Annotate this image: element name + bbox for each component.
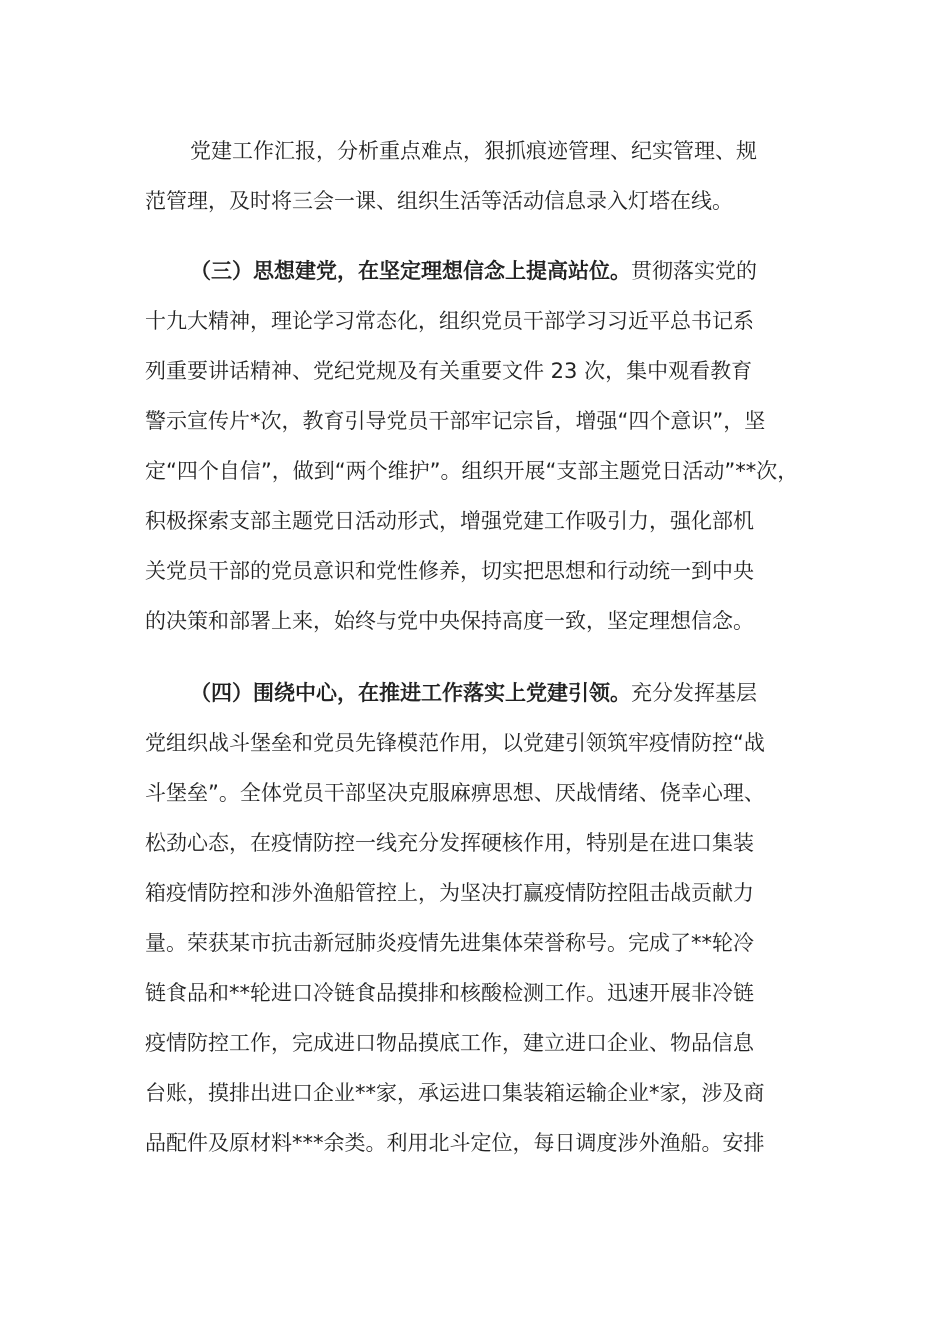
- paragraph-line: 关党员干部的党员意识和党性修养，切实把思想和行动统一到中央: [145, 559, 754, 583]
- paragraph-line: 党建工作汇报，分析重点难点，狠抓痕迹管理、纪实管理、规: [190, 139, 757, 163]
- paragraph-line: 斗堡垒”。全体党员干部坚决克服麻痹思想、厌战情绪、侥幸心理、: [145, 781, 765, 805]
- paragraph-line: 警示宣传片*次，教育引导党员干部牢记宗旨，增强“四个意识”，坚: [145, 409, 766, 433]
- section-heading: （三）思想建党，在坚定理想信念上提高站位。: [190, 259, 631, 283]
- paragraph-line: 量。荣获某市抗击新冠肺炎疫情先进集体荣誉称号。完成了**轮冷: [145, 931, 754, 955]
- paragraph-line: 列重要讲话精神、党纪党规及有关重要文件 23 次，集中观看教育: [145, 359, 753, 383]
- paragraph-line: 品配件及原材料***余类。利用北斗定位，每日调度涉外渔船。安排: [145, 1131, 765, 1155]
- paragraph-line: 党组织战斗堡垒和党员先锋模范作用，以党建引领筑牢疫情防控“战: [145, 731, 765, 755]
- paragraph-text: 贯彻落实党的: [631, 259, 757, 283]
- section-heading: （四）围绕中心，在推进工作落实上党建引领。: [190, 681, 631, 705]
- paragraph-text: 充分发挥基层: [631, 681, 757, 705]
- paragraph-line: 积极探索支部主题党日活动形式，增强党建工作吸引力，强化部机: [145, 509, 754, 533]
- paragraph-line: 疫情防控工作，完成进口物品摸底工作，建立进口企业、物品信息: [145, 1031, 754, 1055]
- paragraph-line: 台账，摸排出进口企业**家，承运进口集装箱运输企业*家，涉及商: [145, 1081, 765, 1105]
- paragraph-line: 定“四个自信”，做到“两个维护”。组织开展“支部主题党日活动”**次，: [145, 459, 799, 483]
- paragraph-first-line: [190, 668, 825, 718]
- paragraph-line: 松劲心态，在疫情防控一线充分发挥硬核作用，特别是在进口集装: [145, 831, 754, 855]
- paragraph-line: 的决策和部署上来，始终与党中央保持高度一致，坚定理想信念。: [145, 609, 754, 633]
- paragraph-first-line: [190, 246, 825, 296]
- paragraph-line: 十九大精神，理论学习常态化，组织党员干部学习习近平总书记系: [145, 309, 754, 333]
- paragraph-line: 范管理，及时将三会一课、组织生活等活动信息录入灯塔在线。: [145, 189, 733, 213]
- paragraph-line: 箱疫情防控和涉外渔船管控上，为坚决打赢疫情防控阻击战贡献力: [145, 881, 754, 905]
- paragraph-line: 链食品和**轮进口冷链食品摸排和核酸检测工作。迅速开展非冷链: [145, 981, 754, 1005]
